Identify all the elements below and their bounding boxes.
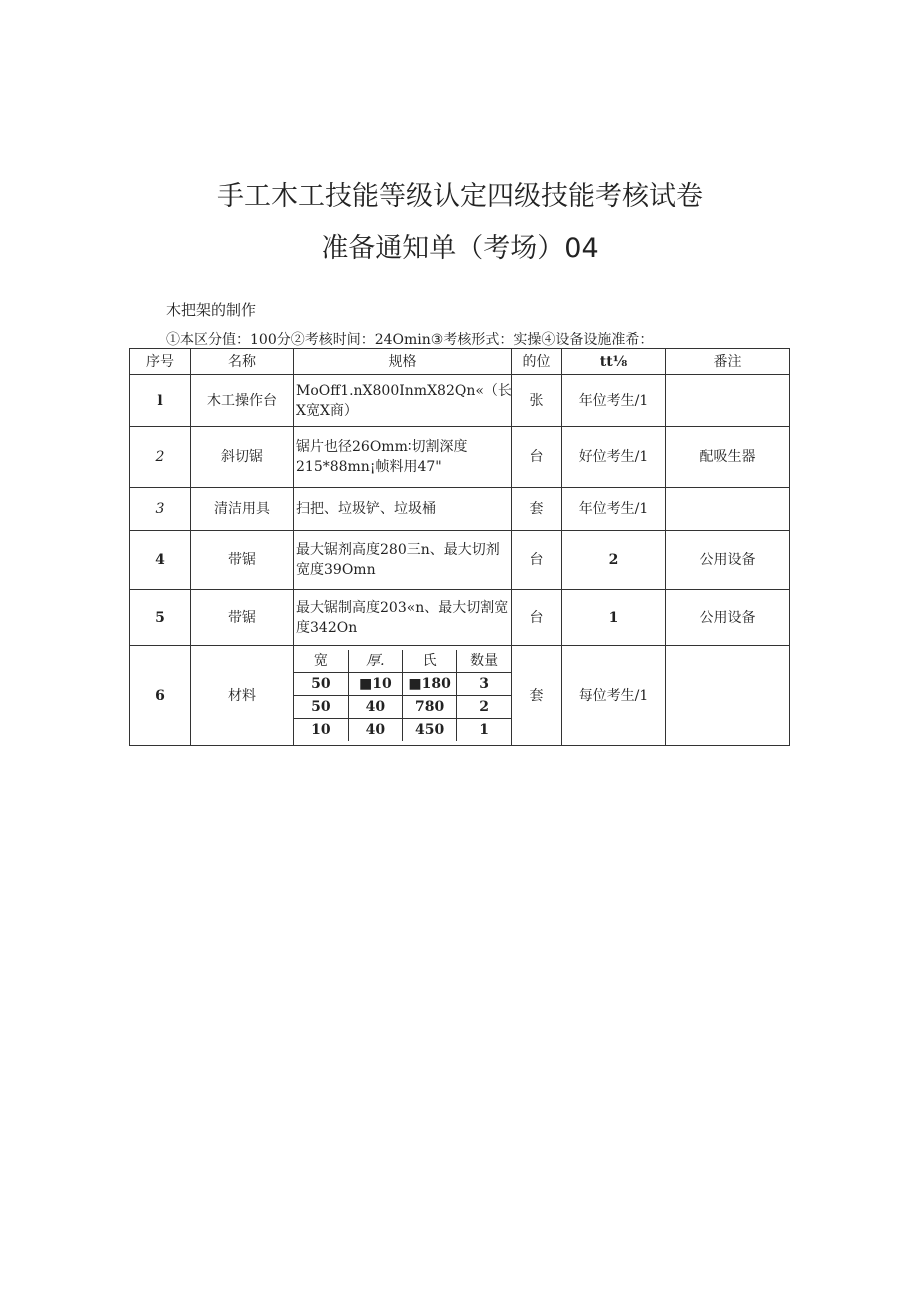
item-quantity: 每位考生/1: [562, 646, 666, 746]
material-cell: 450: [403, 719, 457, 742]
header-cell: 的位: [512, 349, 562, 375]
item-note: [666, 646, 790, 746]
row-number: 6: [130, 646, 191, 746]
header-cell: tt⅛: [562, 349, 666, 375]
item-quantity: 年位考生/1: [562, 488, 666, 531]
item-note: [666, 488, 790, 531]
table-row: [130, 488, 790, 531]
header-cell: 规格: [294, 349, 512, 375]
material-cell: 3: [457, 673, 511, 696]
row-number: 3: [130, 488, 191, 531]
item-spec: 最大锯制高度203«n、最大切割宽度342On: [294, 590, 512, 646]
header-cell: 序号: [130, 349, 191, 375]
item-spec: 扫把、垃圾铲、垃圾桶: [294, 488, 512, 531]
row-number: 2: [130, 427, 191, 488]
item-note: 公用设备: [666, 531, 790, 590]
material-row: [294, 719, 511, 742]
item-note: [666, 375, 790, 427]
item-name: 斜切锯: [191, 427, 294, 488]
document-subtitle: 准备通知单（考场）04: [321, 233, 599, 264]
material-cell: 50: [294, 673, 348, 696]
material-spec-cell: [294, 646, 512, 746]
item-unit: 台: [512, 531, 562, 590]
material-cell: 40: [348, 719, 402, 742]
item-name: 带锯: [191, 531, 294, 590]
material-cell: 1: [457, 719, 511, 742]
material-header: 宽: [294, 650, 348, 673]
table-row: [130, 531, 790, 590]
item-quantity: 2: [562, 531, 666, 590]
item-unit: 套: [512, 488, 562, 531]
item-quantity: 年位考生/1: [562, 375, 666, 427]
item-name: 清洁用具: [191, 488, 294, 531]
item-name: 材料: [191, 646, 294, 746]
item-unit: 台: [512, 590, 562, 646]
row-number: 5: [130, 590, 191, 646]
table-row: [130, 375, 790, 427]
item-note: 配吸生器: [666, 427, 790, 488]
header-cell: 名称: [191, 349, 294, 375]
material-table: [294, 650, 511, 741]
row-number: 4: [130, 531, 191, 590]
item-name: 木工操作台: [191, 375, 294, 427]
material-cell: ■180: [403, 673, 457, 696]
table-row: [130, 646, 790, 746]
item-unit: 套: [512, 646, 562, 746]
item-spec: 锯片也径26Omm∶切割深度215*88mn¡帧料用47": [294, 427, 512, 488]
item-quantity: 1: [562, 590, 666, 646]
material-header: 氏: [403, 650, 457, 673]
material-cell: 50: [294, 696, 348, 719]
item-spec: 最大锯剂高度280三n、最大切剂宽度39Omn: [294, 531, 512, 590]
material-cell: ■10: [348, 673, 402, 696]
exam-info-line: ①本区分值：100分②考核时间：24Omin③考核形式：实操④设备设施准希：: [166, 332, 654, 348]
row-number: l: [130, 375, 191, 427]
material-header: 厚.: [348, 650, 402, 673]
material-header: 数量: [457, 650, 511, 673]
material-cell: 780: [403, 696, 457, 719]
header-cell: 番注: [666, 349, 790, 375]
item-quantity: 好位考生/1: [562, 427, 666, 488]
item-name: 带锯: [191, 590, 294, 646]
material-row: [294, 696, 511, 719]
material-row: [294, 673, 511, 696]
equipment-table: [129, 348, 790, 746]
table-row: [130, 427, 790, 488]
document-title: 手工木工技能等级认定四级技能考核试卷: [217, 181, 703, 212]
material-cell: 10: [294, 719, 348, 742]
item-spec: MoOff1.nX800InmX82Qn«（长X宽X商）: [294, 375, 512, 427]
material-cell: 2: [457, 696, 511, 719]
table-row: [130, 590, 790, 646]
item-unit: 台: [512, 427, 562, 488]
material-header-row: [294, 650, 511, 673]
item-unit: 张: [512, 375, 562, 427]
material-cell: 40: [348, 696, 402, 719]
table-header-row: [130, 349, 790, 375]
item-note: 公用设备: [666, 590, 790, 646]
section-heading: 木把架的制作: [166, 301, 257, 319]
